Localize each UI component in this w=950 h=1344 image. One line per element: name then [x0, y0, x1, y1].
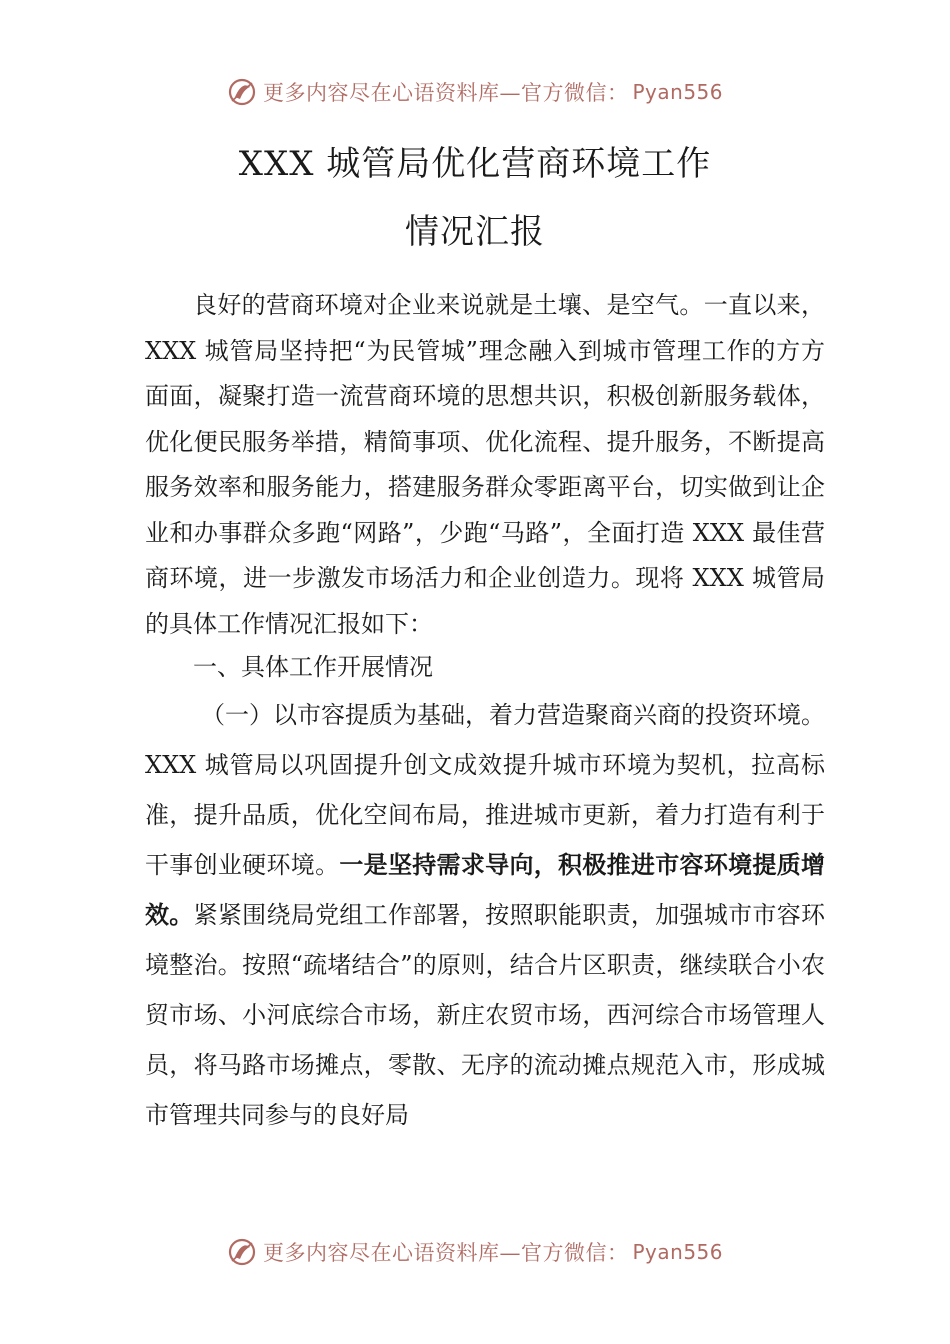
watermark-handle: Pyan556: [632, 1240, 723, 1264]
watermark-logo-icon: [227, 77, 257, 107]
document-title-line-1: XXX 城管局优化营商环境工作: [238, 144, 712, 184]
document-title-line-2: 情况汇报: [405, 212, 545, 252]
watermark-handle: Pyan556: [632, 80, 723, 104]
section-paragraph-rest: 紧紧围绕局党组工作部署，按照职能职责，加强城市市容环境整治。按照“疏堵结合”的原则，结合片区职责，继续联合小农贸市场、小河底综合市场，新庄农贸市场，西河综合市场管理人员，将马路市场摊点，零散、无序的流动摊点规范入市，形成城市管理共同参与的良好局: [145, 901, 825, 1129]
section-paragraph: [145, 690, 825, 1140]
watermark-text: 更多内容尽在心语资料库—官方微信：: [262, 1241, 629, 1265]
intro-paragraph: 良好的营商环境对企业来说就是土壤、是空气。一直以来，XXX 城管局坚持把“为民管城”理念融入到城市管理工作的方方面面，凝聚打造一流营商环境的思想共识，积极创新服务载体，优化便民服务举措，精简事项、优化流程、提升服务，不断提高服务效率和服务能力，搭建服务群众零距离平台，切实做到让企业和办事群众多跑“网路”，少跑“马路”，全面打造 XXX 最佳营商环境，进一步激发市场活力和企业创造力。现将 XXX 城管局的具体工作情况汇报如下：: [145, 291, 825, 638]
footer-watermark-banner: [0, 1232, 950, 1272]
header-watermark-banner: [0, 72, 950, 112]
section-paragraph-lead: （一）以市容提质为基础，着力营造聚商兴商的投资环境。XXX 城管局以巩固提升创文成效提升城市环境为契机，拉高标准，提升品质，优化空间布局，推进城市更新，着力打造有利于干事创业硬环境。: [145, 701, 825, 879]
watermark-text: 更多内容尽在心语资料库—官方微信：: [262, 81, 629, 105]
watermark-logo-icon: [227, 1237, 257, 1267]
section-heading: 一、具体工作开展情况: [193, 653, 433, 681]
section-paragraph-bold-point: 一是坚持需求导向，积极推进市容环境提质增效。: [145, 851, 826, 929]
